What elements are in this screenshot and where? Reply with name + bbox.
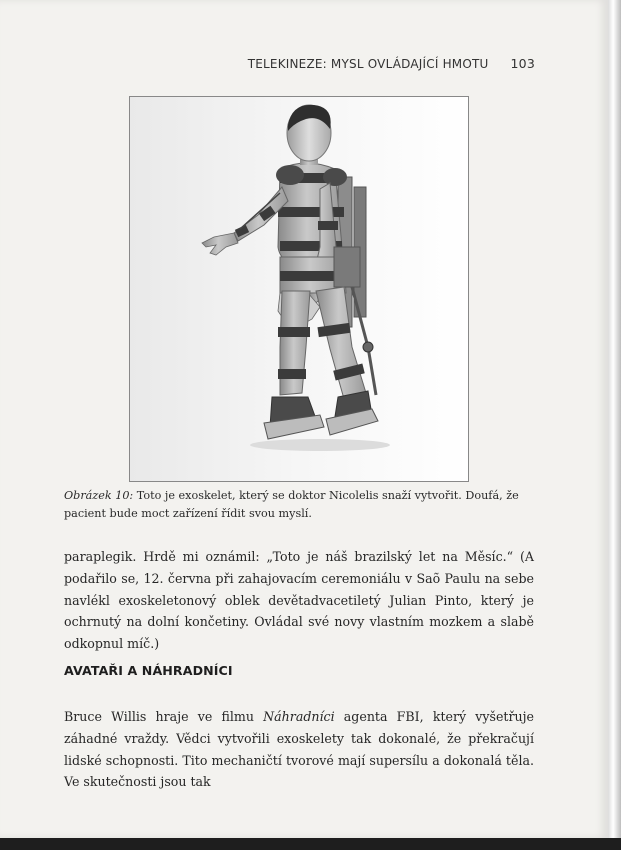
- paragraph-text-before: Bruce Willis hraje ve filmu: [64, 709, 264, 724]
- page-number: 103: [510, 56, 535, 71]
- body-paragraph: paraplegik. Hrdě mi oznámil: „Toto je náš brazilský let na Měsíc.“ (A podařilo se, 12. června při zahajovacím ceremoniálu v Saõ Paulu na sebe navlékl exoskeletonový oblek devětadvacetiletý Julian Pinto, který je ochrnutý na dolní končetiny. Ovládal své novy vlastním mozkem a slabě odkopnul míč.): [64, 549, 534, 652]
- exoskeleton-figure: [129, 96, 469, 482]
- page-edge: [608, 0, 621, 850]
- running-head: [60, 56, 535, 71]
- exoskeleton-illustration: [130, 97, 468, 481]
- running-head-title: TELEKINEZE: MYSL OVLÁDAJÍCÍ HMOTU: [247, 57, 489, 71]
- body-paragraph-2: [64, 706, 534, 793]
- figure-caption: [64, 487, 534, 523]
- film-title: Náhradníci: [263, 709, 335, 724]
- caption-lead: Obrázek 10:: [64, 489, 134, 502]
- caption-text: Toto je exoskelet, který se doktor Nicolelis snaží vytvořit. Doufá, že pacient bude moct zařízení řídit svou myslí.: [64, 489, 519, 520]
- section-heading: AVATAŘI A NÁHRADNÍCI: [64, 663, 233, 678]
- scan-border: [0, 838, 621, 850]
- paragraph-text-after: agenta FBI, který vyšetřuje záhadné vraždy. Vědci vytvořili exoskelety tak dokonalé, že překračují lidské schopnosti. Tito mechaničtí tvorové mají supersílu a dokonalá těla. Ve skutečnosti jsou tak: [64, 709, 534, 790]
